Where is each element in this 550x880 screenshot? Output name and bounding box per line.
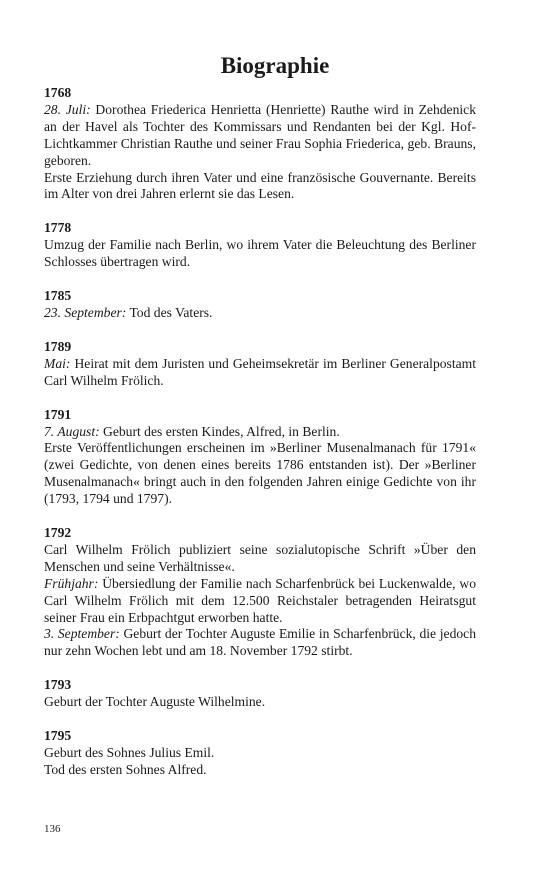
entry-text: Geburt des Sohnes Julius Emil. xyxy=(44,745,215,760)
page-title: Biographie xyxy=(220,53,330,78)
entry-year: 1791 xyxy=(44,406,72,422)
entry-date-label: 28. Juli: xyxy=(44,101,91,117)
entry-1785 xyxy=(44,288,476,322)
entry-text: Heirat mit dem Juristen und Geheimsekretär im Berliner Generalpostamt Carl Wilhelm Frölich. xyxy=(44,355,476,388)
entry-year: 1792 xyxy=(44,525,72,541)
entry-text: Geburt der Tochter Auguste Wilhelmine. xyxy=(44,694,266,710)
entry-1792 xyxy=(44,525,476,660)
entry-year: 1789 xyxy=(44,338,72,354)
entry-paragraph: Erste Erziehung durch ihren Vater und eine französische Gouvernante. Bereits im Alter von drei Jahren erlernt sie das Lesen. xyxy=(44,169,476,202)
biography-list xyxy=(44,85,476,796)
entry-1793 xyxy=(44,677,476,711)
entry-year: 1793 xyxy=(44,677,72,693)
entry-date-label: 3. September: xyxy=(44,626,120,642)
entry-paragraph xyxy=(44,424,476,441)
entry-year: 1778 xyxy=(44,220,72,236)
entry-year: 1795 xyxy=(44,728,72,744)
entry-text: Umzug der Familie nach Berlin, wo ihrem Vater die Beleuchtung des Berliner Schlosses übertragen wird. xyxy=(44,237,476,270)
entry-text: Geburt der Tochter Auguste Emilie in Scharfenbrück, die jedoch nur zehn Wochen lebt und am 18. November 1792 stirbt. xyxy=(44,626,477,659)
entry-paragraph xyxy=(44,626,476,660)
entry-paragraph xyxy=(44,356,476,390)
entry-text: Übersiedlung der Familie nach Scharfenbrück bei Luckenwalde, wo Carl Wilhelm Frölich mit dem 12.500 Reichstaler betragenden Heiratsgut seiner Frau ein Erbpachtgut erworben hatte. xyxy=(44,575,476,625)
entry-text: Geburt des ersten Kindes, Alfred, in Berlin. xyxy=(99,423,340,439)
entry-1768 xyxy=(44,85,476,203)
entry-paragraph xyxy=(44,305,476,322)
entry-text: Dorothea Friederica Henrietta (Henriette) Rauthe wird in Zehdenick an der Havel als Tochter des Kommissars und Rendanten bei der Kgl. Hof-Lichtkammer Christian Rauthe und seiner Frau Sophia Friederica, geb. Brauns, geboren. xyxy=(44,101,476,168)
entry-paragraph xyxy=(44,576,476,627)
entry-1791 xyxy=(44,407,476,508)
entry-paragraph xyxy=(44,102,476,170)
entry-text: Tod des Vaters. xyxy=(126,304,213,320)
entry-year: 1768 xyxy=(44,85,72,100)
entry-date-label: Frühjahr: xyxy=(44,575,99,591)
entry-date-label: 23. September: xyxy=(44,304,127,320)
entry-text: Carl Wilhelm Frölich publiziert seine sozialutopische Schrift »Über den Menschen und seine Verhältnisse«. xyxy=(44,541,476,574)
entry-paragraph: Erste Veröffentlichungen erscheinen im »Berliner Musenalmanach für 1791« (zwei Gedichte, von denen eines bereits 1786 entstanden ist). Der »Berliner Musenalmanach« bringt auch in den folgenden Jahren einige Gedichte von ihr (1793, 1794 und 1797). xyxy=(44,440,476,507)
entry-date-label: 7. August: xyxy=(44,423,100,439)
entry-year: 1785 xyxy=(44,288,72,304)
page-number: 136 xyxy=(44,823,61,835)
entry-text: Tod des ersten Sohnes Alfred. xyxy=(44,761,207,777)
entry-1795 xyxy=(44,728,476,779)
entry-1789 xyxy=(44,339,476,390)
entry-date-label: Mai: xyxy=(44,355,71,371)
entry-1778 xyxy=(44,220,476,271)
